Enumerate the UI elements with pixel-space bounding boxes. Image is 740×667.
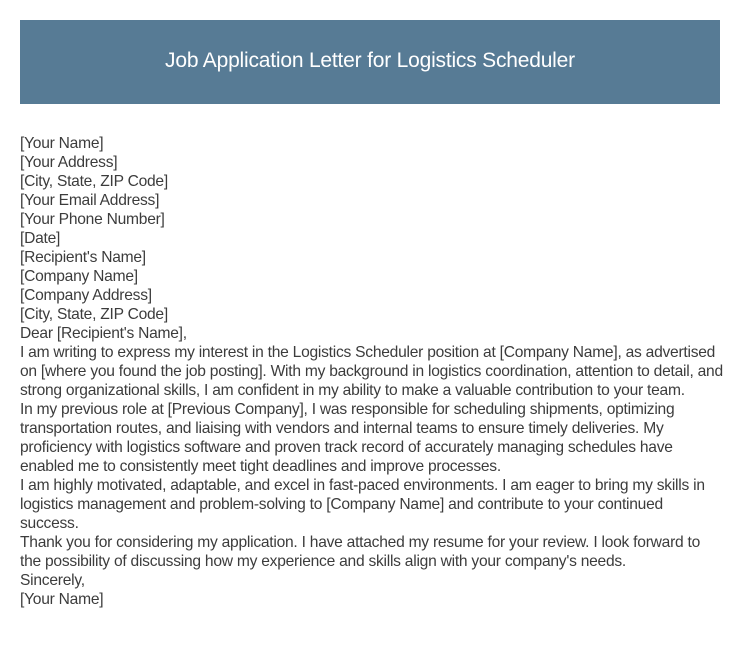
sender-city-state-zip: [City, State, ZIP Code] [20, 173, 168, 190]
recipient-address: [Company Address] [20, 287, 152, 304]
sender-name: [Your Name] [20, 135, 104, 152]
salutation: Dear [Recipient's Name], [20, 325, 187, 342]
paragraph-intro: I am writing to express my interest in the Logistics Scheduler position at [Company Name], as advertised on [where you found the job posting]. With my background in logistics coordination, attention to detail, and strong organizational skills, I am confident in my ability to make a valuable contribution to your team. [20, 344, 723, 399]
recipient-city-state-zip: [City, State, ZIP Code] [20, 306, 168, 323]
closing: Sincerely, [20, 572, 85, 589]
letter-date: [Date] [20, 230, 61, 247]
recipient-name: [Recipient's Name] [20, 249, 146, 266]
sender-phone: [Your Phone Number] [20, 211, 165, 228]
recipient-company: [Company Name] [20, 268, 138, 285]
sender-block [20, 134, 725, 229]
signature: [Your Name] [20, 591, 104, 608]
paragraph-motivation: I am highly motivated, adaptable, and excel in fast-paced environments. I am eager to bring my skills in logistics management and problem-solving to [Company Name] and contribute to your continued success. [20, 477, 705, 532]
page-header [20, 20, 720, 104]
page-title: Job Application Letter for Logistics Scheduler [165, 49, 575, 72]
paragraph-closing: Thank you for considering my application. I have attached my resume for your review. I look forward to the possibility of discussing how my experience and skills align with your company's needs. [20, 534, 701, 570]
sender-email: [Your Email Address] [20, 192, 160, 209]
letter-body [20, 134, 725, 609]
sender-address: [Your Address] [20, 154, 118, 171]
paragraph-experience: In my previous role at [Previous Company], I was responsible for scheduling shipments, optimizing transportation routes, and liaising with vendors and internal teams to ensure timely deliveries. My proficiency with logistics software and proven track record of accurately managing schedules have enabled me to consistently meet tight deadlines and improve processes. [20, 401, 675, 475]
recipient-block [20, 248, 725, 324]
